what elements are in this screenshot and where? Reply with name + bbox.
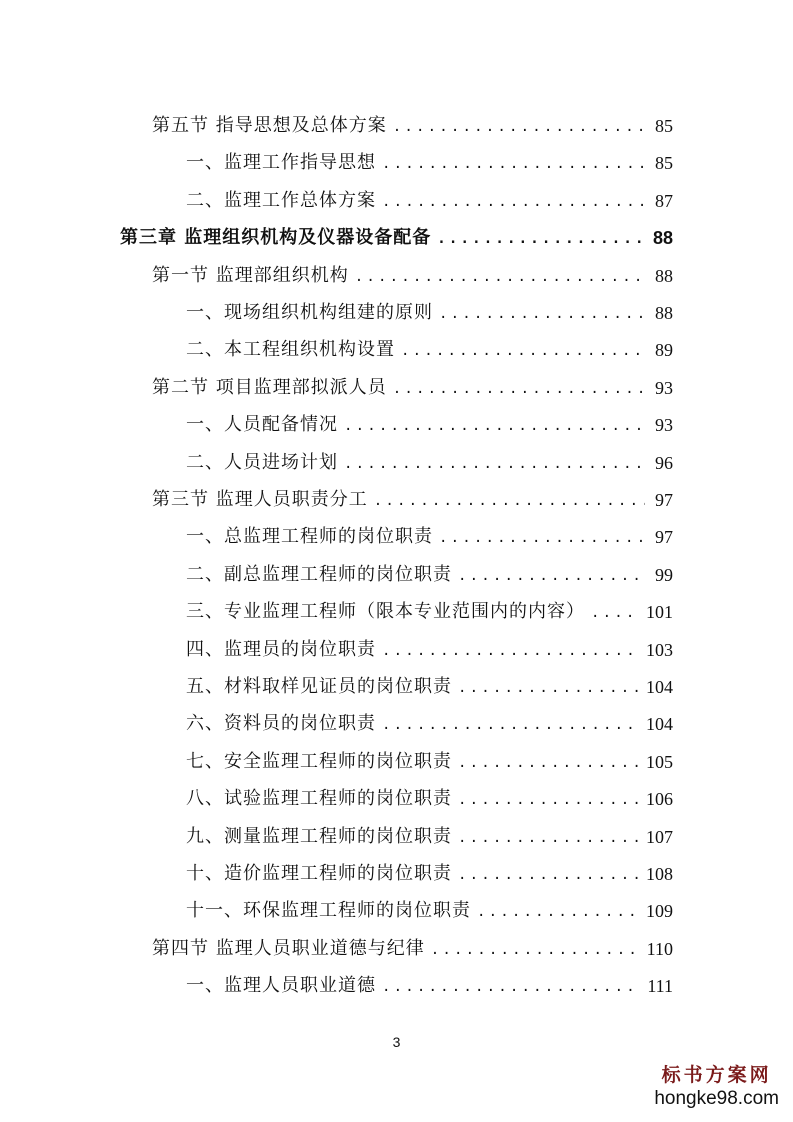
toc-entry-page: 93: [655, 415, 673, 435]
toc-subsection-entry[interactable]: [186, 324, 673, 361]
toc-dot-leader: [477, 902, 640, 922]
watermark-site: hongke98.com: [654, 1088, 779, 1109]
toc-entry-title: 九、测量监理工程师的岗位职责: [186, 826, 452, 847]
toc-subsection-entry[interactable]: [186, 736, 673, 773]
toc-dot-leader: [401, 341, 645, 361]
toc-subsection-entry[interactable]: [186, 175, 673, 212]
toc-dot-leader: [458, 790, 640, 810]
toc-entry-title: 第一节 监理部组织机构: [152, 265, 349, 286]
toc-section-entry[interactable]: [152, 923, 673, 960]
toc-subsection-entry[interactable]: [186, 848, 673, 885]
toc-entry-page: 110: [646, 939, 673, 959]
toc-dot-leader: [439, 304, 645, 324]
toc-entry-page: 97: [655, 527, 673, 547]
toc-entry-title: 三、专业监理工程师（限本专业范围内的内容）: [186, 601, 585, 622]
toc-dot-leader: [458, 828, 640, 848]
toc-entry-title: 一、监理人员职业道德: [186, 975, 376, 996]
toc-entry-page: 96: [655, 453, 673, 473]
toc-dot-leader: [437, 229, 645, 249]
toc-dot-leader: [431, 940, 641, 960]
toc-entry-page: 88: [652, 228, 673, 248]
toc-dot-leader: [458, 753, 640, 773]
toc-dot-leader: [458, 678, 640, 698]
toc-entry-title: 一、总监理工程师的岗位职责: [186, 526, 433, 547]
page-number: 3: [392, 1034, 401, 1050]
toc-entry-title: 十、造价监理工程师的岗位职责: [186, 863, 452, 884]
toc-entry-page: 109: [646, 901, 673, 921]
toc-entry-title: 第四节 监理人员职业道德与纪律: [152, 938, 425, 959]
toc-dot-leader: [344, 454, 645, 474]
toc-entry-page: 108: [646, 864, 673, 884]
toc-subsection-entry[interactable]: [186, 437, 673, 474]
toc-subsection-entry[interactable]: [186, 698, 673, 735]
toc-dot-leader: [374, 491, 645, 511]
toc-entry-title: 一、监理工作指导思想: [186, 152, 376, 173]
toc-entry-page: 88: [655, 266, 673, 286]
toc-dot-leader: [382, 641, 640, 661]
toc-subsection-entry[interactable]: [186, 549, 673, 586]
toc-entry-title: 六、资料员的岗位职责: [186, 713, 376, 734]
toc-dot-leader: [382, 192, 645, 212]
toc-entry-title: 二、人员进场计划: [186, 452, 338, 473]
toc-dot-leader: [355, 267, 645, 287]
watermark-logo: [654, 1064, 779, 1110]
toc-dot-leader: [458, 865, 640, 885]
toc-entry-page: 104: [646, 714, 673, 734]
toc-entry-page: 93: [655, 378, 673, 398]
toc-entry-title: 第二节 项目监理部拟派人员: [152, 377, 387, 398]
toc-entry-title: 第三章 监理组织机构及仪器设备配备: [120, 227, 432, 248]
toc-entry-title: 第三节 监理人员职责分工: [152, 489, 368, 510]
toc-entry-page: 99: [655, 565, 673, 585]
toc-section-entry[interactable]: [152, 100, 673, 137]
toc-subsection-entry[interactable]: [186, 811, 673, 848]
toc-entry-page: 88: [655, 303, 673, 323]
toc-entry-title: 一、人员配备情况: [186, 414, 338, 435]
toc-dot-leader: [393, 379, 645, 399]
toc-entry-page: 97: [655, 490, 673, 510]
toc-subsection-entry[interactable]: [186, 661, 673, 698]
toc-entry-title: 二、副总监理工程师的岗位职责: [186, 564, 452, 585]
toc-subsection-entry[interactable]: [186, 960, 673, 997]
toc-entry-page: 103: [646, 640, 673, 660]
toc-subsection-entry[interactable]: [186, 624, 673, 661]
toc-dot-leader: [591, 603, 640, 623]
toc-entry-title: 八、试验监理工程师的岗位职责: [186, 788, 452, 809]
toc-dot-leader: [382, 154, 645, 174]
toc-entry-title: 第五节 指导思想及总体方案: [152, 115, 387, 136]
toc-subsection-entry[interactable]: [186, 586, 673, 623]
toc-entry-page: 101: [646, 602, 673, 622]
toc-entry-page: 107: [646, 827, 673, 847]
toc-entry-page: 89: [655, 340, 673, 360]
toc-dot-leader: [382, 977, 641, 997]
toc-entry-page: 111: [647, 976, 673, 996]
toc-entry-title: 二、监理工作总体方案: [186, 190, 376, 211]
toc-subsection-entry[interactable]: [186, 511, 673, 548]
toc-subsection-entry[interactable]: [186, 287, 673, 324]
toc-dot-leader: [344, 416, 645, 436]
toc-section-entry[interactable]: [152, 250, 673, 287]
toc-section-entry[interactable]: [152, 474, 673, 511]
toc-entry-page: 106: [646, 789, 673, 809]
toc-subsection-entry[interactable]: [186, 137, 673, 174]
toc-subsection-entry[interactable]: [186, 773, 673, 810]
toc-subsection-entry[interactable]: [186, 399, 673, 436]
toc-subsection-entry[interactable]: [186, 885, 673, 922]
toc-entry-title: 四、监理员的岗位职责: [186, 639, 376, 660]
toc-entry-title: 七、安全监理工程师的岗位职责: [186, 751, 452, 772]
toc-dot-leader: [439, 528, 645, 548]
toc-dot-leader: [382, 715, 640, 735]
toc-entry-title: 十一、环保监理工程师的岗位职责: [186, 900, 471, 921]
toc-entry-page: 87: [655, 191, 673, 211]
toc-dot-leader: [393, 117, 645, 137]
toc-chapter-entry[interactable]: [120, 212, 673, 249]
toc-entry-title: 五、材料取样见证员的岗位职责: [186, 676, 452, 697]
toc-section-entry[interactable]: [152, 362, 673, 399]
toc-entry-page: 104: [646, 677, 673, 697]
toc-entry-page: 105: [646, 752, 673, 772]
toc-entry-page: 85: [655, 116, 673, 136]
toc-entry-title: 一、现场组织机构组建的原则: [186, 302, 433, 323]
toc-entry-title: 二、本工程组织机构设置: [186, 339, 395, 360]
watermark-name: 标书方案网: [661, 1065, 772, 1086]
toc-dot-leader: [458, 566, 645, 586]
toc-entry-page: 85: [655, 153, 673, 173]
